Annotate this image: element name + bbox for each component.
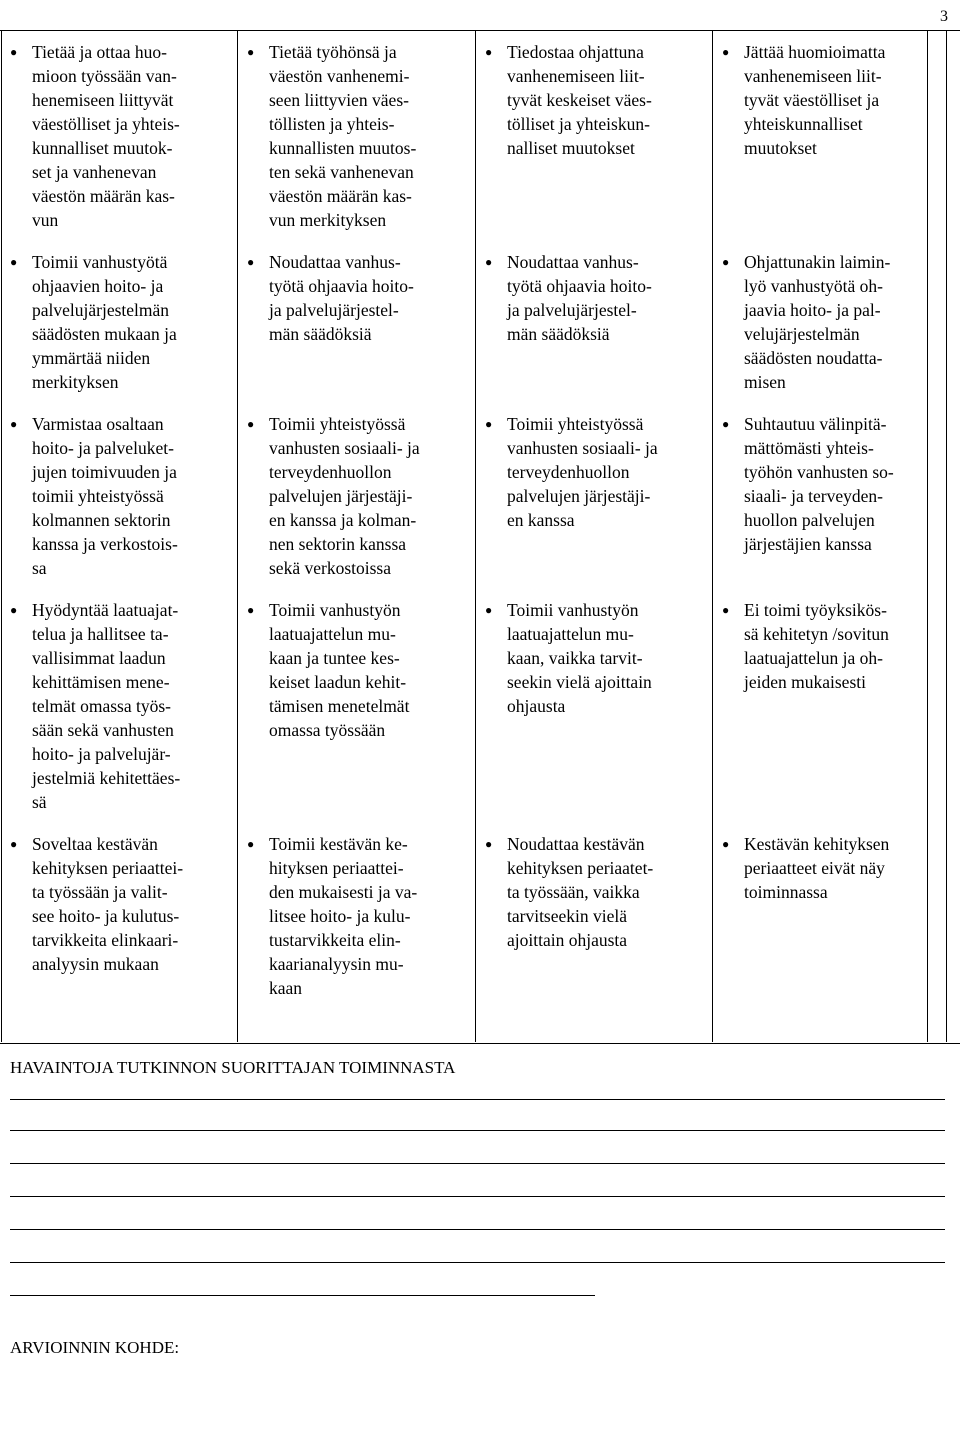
criteria-line: terveydenhuollon (269, 462, 392, 482)
criteria-row (10, 40, 925, 232)
criteria-cell (485, 40, 722, 232)
criteria-line: vun merkityksen (269, 210, 387, 230)
criteria-text (32, 40, 247, 232)
column-divider (927, 30, 928, 1042)
criteria-line: kaan (269, 978, 303, 998)
criteria-line: en kanssa (507, 510, 575, 530)
criteria-line: see hoito- ja kulutus- (32, 906, 180, 926)
criteria-text (507, 598, 722, 718)
criteria-line: Toimii vanhustyön (269, 600, 401, 620)
criteria-line: ta työssään, vaikka (507, 882, 640, 902)
row-spacer (10, 232, 925, 250)
criteria-line: kaan ja tuntee kes- (269, 648, 400, 668)
criteria-line: litsee hoito- ja kulu- (269, 906, 411, 926)
criteria-text (269, 40, 485, 232)
criteria-line: Hyödyntää laatuajat- (32, 600, 179, 620)
criteria-line: vanhusten sosiaali- ja (269, 438, 420, 458)
row-spacer (10, 580, 925, 598)
criteria-line: kaarianalyysin mu- (269, 954, 404, 974)
criteria-line: Tiedostaa ohjattuna (507, 42, 644, 62)
criteria-line: män säädöksiä (507, 324, 610, 344)
criteria-text (507, 412, 722, 532)
criteria-line: kolmannen sektorin (32, 510, 171, 530)
bullet-icon: ● (10, 603, 18, 617)
criteria-line: Noudattaa kestävän (507, 834, 645, 854)
criteria-line: laatuajattelun mu- (507, 624, 634, 644)
criteria-text (744, 598, 925, 694)
bullet-icon: ● (722, 837, 730, 851)
criteria-row (10, 412, 925, 580)
criteria-line: vanhusten sosiaali- ja (507, 438, 658, 458)
criteria-line: järjestäjien kanssa (744, 534, 872, 554)
criteria-text (32, 412, 247, 580)
criteria-line: Toimii yhteistyössä (269, 414, 406, 434)
criteria-cell (10, 40, 247, 232)
bullet-icon: ● (10, 45, 18, 59)
criteria-line: palvelujen järjestäji- (269, 486, 413, 506)
criteria-cell (10, 412, 247, 580)
criteria-line: periaatteet eivät näy (744, 858, 885, 878)
criteria-cell (10, 250, 247, 394)
criteria-line: jestelmiä kehitettäes- (32, 768, 181, 788)
criteria-line: ymmärtää niiden (32, 348, 151, 368)
answer-line (10, 1229, 945, 1230)
criteria-line: tämisen menetelmät (269, 696, 410, 716)
criteria-line: telua ja hallitsee ta- (32, 624, 169, 644)
criteria-line: väestön vanhenemi- (269, 66, 410, 86)
criteria-text (507, 250, 722, 346)
answer-line (10, 1163, 945, 1164)
criteria-line: seen liittyvien väes- (269, 90, 409, 110)
criteria-text (269, 250, 485, 346)
criteria-line: Noudattaa vanhus- (507, 252, 639, 272)
page-number: 3 (940, 8, 948, 25)
bullet-icon: ● (10, 417, 18, 431)
criteria-line: Toimii yhteistyössä (507, 414, 644, 434)
criteria-text (269, 598, 485, 742)
criteria-line: Tietää työhönsä ja (269, 42, 397, 62)
criteria-line: säädösten mukaan ja (32, 324, 177, 344)
criteria-line: ta työssään ja valit- (32, 882, 168, 902)
criteria-line: Suhtautuu välinpitä- (744, 414, 887, 434)
bullet-icon: ● (247, 45, 255, 59)
criteria-line: nalliset muutokset (507, 138, 635, 158)
bullet-icon: ● (247, 603, 255, 617)
criteria-cell (247, 250, 485, 394)
criteria-line: tyvät keskeiset väes- (507, 90, 652, 110)
criteria-line: mioon työssään van- (32, 66, 177, 86)
criteria-row (10, 250, 925, 394)
criteria-line: töllisten ja yhteis- (269, 114, 395, 134)
bullet-icon: ● (10, 837, 18, 851)
criteria-line: mättömästi yhteis- (744, 438, 874, 458)
criteria-line: tölliset ja yhteiskun- (507, 114, 650, 134)
criteria-line: säädösten noudatta- (744, 348, 883, 368)
criteria-line: Tietää ja ottaa huo- (32, 42, 167, 62)
criteria-line: Jättää huomioimatta (744, 42, 886, 62)
criteria-line: Ohjattunakin laimin- (744, 252, 891, 272)
bullet-icon: ● (485, 837, 493, 851)
criteria-line: palvelujärjestelmän (32, 300, 170, 320)
criteria-line: män säädöksiä (269, 324, 372, 344)
criteria-line: sä kehitetyn /sovitun (744, 624, 889, 644)
criteria-line: ohjausta (507, 696, 566, 716)
criteria-text (744, 412, 925, 556)
criteria-line: laatuajattelun mu- (269, 624, 396, 644)
criteria-line: velujärjestelmän (744, 324, 860, 344)
answer-line (10, 1130, 945, 1131)
criteria-cell (10, 598, 247, 814)
bullet-icon: ● (722, 45, 730, 59)
criteria-line: Ei toimi työyksikös- (744, 600, 887, 620)
bullet-icon: ● (722, 603, 730, 617)
criteria-text (744, 832, 925, 904)
bullet-icon: ● (247, 417, 255, 431)
criteria-line: työhön vanhusten so- (744, 462, 894, 482)
assessment-label: ARVIOINNIN KOHDE: (10, 1338, 180, 1357)
criteria-line: hoito- ja palvelujär- (32, 744, 171, 764)
criteria-line: vanhenemiseen liit- (507, 66, 645, 86)
criteria-line: ten sekä vanhenevan (269, 162, 414, 182)
criteria-line: työtä ohjaavia hoito- (507, 276, 652, 296)
row-spacer (10, 814, 925, 832)
criteria-line: Toimii kestävän ke- (269, 834, 408, 854)
criteria-text (507, 832, 722, 952)
criteria-table (10, 40, 925, 1000)
criteria-line: jeiden mukaisesti (744, 672, 866, 692)
bullet-icon: ● (485, 45, 493, 59)
criteria-line: misen (744, 372, 786, 392)
criteria-cell (247, 832, 485, 1000)
criteria-line: yhteiskunnalliset (744, 114, 863, 134)
criteria-cell (247, 40, 485, 232)
table-border-left (1, 30, 2, 1042)
criteria-line: omassa työssään (269, 720, 386, 740)
criteria-line: den mukaisesti ja va- (269, 882, 418, 902)
criteria-line: lyö vanhustyötä oh- (744, 276, 884, 296)
criteria-cell (485, 412, 722, 580)
criteria-line: en kanssa ja kolman- (269, 510, 417, 530)
criteria-line: merkityksen (32, 372, 119, 392)
criteria-line: kanssa ja verkostois- (32, 534, 178, 554)
criteria-cell (485, 250, 722, 394)
bullet-icon: ● (722, 255, 730, 269)
criteria-line: ajoittain ohjausta (507, 930, 628, 950)
criteria-row (10, 598, 925, 814)
criteria-text (32, 832, 247, 976)
criteria-line: seekin vielä ajoittain (507, 672, 652, 692)
criteria-row (10, 832, 925, 1000)
criteria-line: sä (32, 792, 47, 812)
criteria-line: vun (32, 210, 59, 230)
criteria-line: tarvitseekin vielä (507, 906, 628, 926)
bullet-icon: ● (722, 417, 730, 431)
criteria-cell (722, 832, 925, 1000)
criteria-line: palvelujen järjestäji- (507, 486, 651, 506)
criteria-line: sekä verkostoissa (269, 558, 391, 578)
bullet-icon: ● (485, 603, 493, 617)
bullet-icon: ● (247, 255, 255, 269)
criteria-line: Toimii vanhustyön (507, 600, 639, 620)
criteria-cell (722, 598, 925, 814)
criteria-line: sään sekä vanhusten (32, 720, 174, 740)
bullet-icon: ● (10, 255, 18, 269)
table-border-right (946, 30, 947, 1042)
criteria-line: kunnallisten muutos- (269, 138, 417, 158)
criteria-line: vanhenemiseen liit- (744, 66, 882, 86)
criteria-line: telmät omassa työs- (32, 696, 172, 716)
criteria-line: Kestävän kehityksen (744, 834, 890, 854)
bullet-icon: ● (485, 417, 493, 431)
criteria-line: toiminnassa (744, 882, 828, 902)
criteria-line: väestön määrän kas- (32, 186, 175, 206)
answer-line (10, 1295, 595, 1296)
bullet-icon: ● (485, 255, 493, 269)
criteria-line: keiset laadun kehit- (269, 672, 407, 692)
criteria-cell (722, 250, 925, 394)
criteria-line: Varmistaa osaltaan (32, 414, 164, 434)
criteria-line: työtä ohjaavia hoito- (269, 276, 414, 296)
criteria-line: terveydenhuollon (507, 462, 630, 482)
criteria-line: analyysin mukaan (32, 954, 159, 974)
criteria-line: set ja vanhenevan (32, 162, 157, 182)
criteria-line: toimii yhteistyössä (32, 486, 164, 506)
criteria-line: vallisimmat laadun (32, 648, 166, 668)
criteria-line: siaali- ja terveyden- (744, 486, 883, 506)
criteria-line: tarvikkeita elinkaari- (32, 930, 179, 950)
criteria-cell (247, 598, 485, 814)
criteria-line: ohjaavien hoito- ja (32, 276, 164, 296)
criteria-line: Toimii vanhustyötä (32, 252, 168, 272)
criteria-line: huollon palvelujen (744, 510, 875, 530)
criteria-line: hityksen periaattei- (269, 858, 404, 878)
answer-line (10, 1262, 945, 1263)
criteria-cell (722, 40, 925, 232)
answer-line (10, 1196, 945, 1197)
criteria-line: ja palvelujärjestel- (269, 300, 399, 320)
criteria-line: tyvät väestölliset ja (744, 90, 880, 110)
criteria-line: kehittämisen mene- (32, 672, 170, 692)
criteria-line: väestölliset ja yhteis- (32, 114, 180, 134)
criteria-line: tustarvikkeita elin- (269, 930, 401, 950)
answer-line (10, 1099, 945, 1100)
criteria-cell (485, 832, 722, 1000)
row-spacer (10, 394, 925, 412)
criteria-text (744, 250, 925, 394)
bullet-icon: ● (247, 837, 255, 851)
criteria-text (507, 40, 722, 160)
criteria-cell (10, 832, 247, 1000)
criteria-line: Soveltaa kestävän (32, 834, 158, 854)
criteria-line: nen sektorin kanssa (269, 534, 407, 554)
criteria-cell (722, 412, 925, 580)
criteria-line: Noudattaa vanhus- (269, 252, 401, 272)
criteria-text (32, 250, 247, 394)
criteria-line: kehityksen periaatet- (507, 858, 654, 878)
criteria-line: jaavia hoito- ja pal- (744, 300, 881, 320)
criteria-line: ja palvelujärjestel- (507, 300, 637, 320)
criteria-line: henemiseen liittyvät (32, 90, 174, 110)
criteria-text (269, 412, 485, 580)
criteria-line: kunnalliset muutok- (32, 138, 173, 158)
criteria-line: kaan, vaikka tarvit- (507, 648, 643, 668)
criteria-line: hoito- ja palveluket- (32, 438, 174, 458)
criteria-cell (485, 598, 722, 814)
criteria-text (744, 40, 925, 160)
criteria-line: väestön määrän kas- (269, 186, 412, 206)
criteria-text (269, 832, 485, 1000)
criteria-text (32, 598, 247, 814)
criteria-line: sa (32, 558, 47, 578)
criteria-line: laatuajattelun ja oh- (744, 648, 883, 668)
criteria-line: jujen toimivuuden ja (32, 462, 177, 482)
criteria-line: muutokset (744, 138, 817, 158)
criteria-line: kehityksen periaattei- (32, 858, 184, 878)
criteria-cell (247, 412, 485, 580)
observations-heading: HAVAINTOJA TUTKINNON SUORITTAJAN TOIMINNASTA (10, 1058, 456, 1077)
